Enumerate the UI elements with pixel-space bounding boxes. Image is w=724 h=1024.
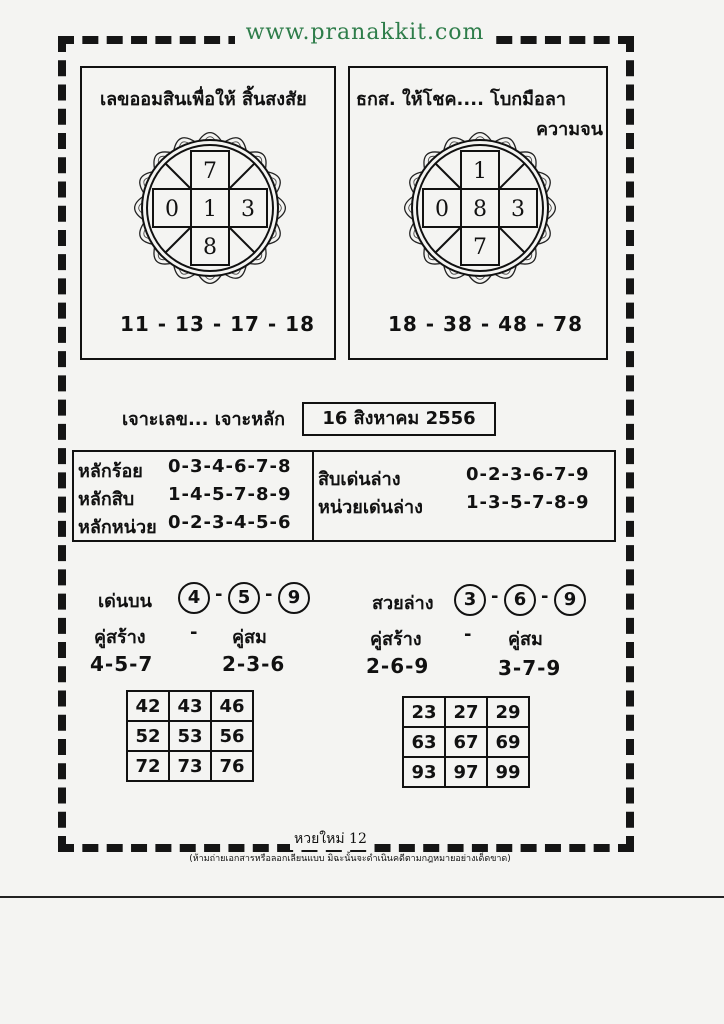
panel-left bbox=[80, 66, 336, 360]
grid-cell: 73 bbox=[169, 751, 211, 781]
pair-combine-label: คู่สม bbox=[508, 629, 543, 650]
grid-cell: 46 bbox=[211, 691, 253, 721]
lotus-wheel-left bbox=[120, 118, 300, 298]
panel-right-title-line1: ธกส. ให้โชค.... โบกมือลา bbox=[356, 89, 566, 110]
grid-cell: 27 bbox=[445, 697, 487, 727]
grid-cell: 52 bbox=[127, 721, 169, 751]
digit-row-value: 1-4-5-7-8-9 bbox=[168, 484, 292, 505]
digit-row-value: 1-3-5-7-8-9 bbox=[466, 492, 590, 513]
pair-create-label: คู่สร้าง bbox=[94, 627, 146, 648]
digit-row-label: หลักหน่วย bbox=[78, 517, 157, 538]
grid-cell: 99 bbox=[487, 757, 529, 787]
grid-cell: 43 bbox=[169, 691, 211, 721]
digit-row-label: หลักร้อย bbox=[78, 461, 143, 482]
section-heading: เจาะเลข... เจาะหลัก bbox=[122, 409, 286, 430]
panel-left-title: เลขออมสินเพื่อให้ สิ้นสงสัย bbox=[100, 89, 307, 110]
grid-row bbox=[403, 757, 529, 787]
pair-create-numbers: 2-6-9 bbox=[366, 654, 430, 678]
grid-cell: 93 bbox=[403, 757, 445, 787]
panel-left-numbers: 11 - 13 - 17 - 18 bbox=[120, 312, 316, 336]
grid-cell: 72 bbox=[127, 751, 169, 781]
page-footer-label: หวยใหม่ 12 bbox=[290, 828, 371, 850]
digit-row-label: หน่วยเด่นล่าง bbox=[318, 497, 423, 518]
grid-row bbox=[127, 751, 253, 781]
pair-create-label: คู่สร้าง bbox=[370, 629, 422, 650]
grid-row bbox=[403, 697, 529, 727]
wheel-digit-bottom: 8 bbox=[203, 235, 217, 260]
panel-right bbox=[348, 66, 608, 360]
digit-separator: - bbox=[491, 586, 499, 607]
page-bottom-edge bbox=[0, 896, 724, 898]
wheel-digit-left: 0 bbox=[165, 197, 179, 222]
site-url: www.pranakkit.com bbox=[235, 20, 495, 45]
wheel-digit-bottom: 7 bbox=[473, 235, 487, 260]
digit-row-value: 0-3-4-6-7-8 bbox=[168, 456, 292, 477]
digit-row-value: 0-2-3-6-7-9 bbox=[466, 464, 590, 485]
copyright-note: (ห้ามถ่ายเอกสารหรือลอกเลียนแบบ มิฉะนั้นจะดำเนินคดีตามกฎหมายอย่างเด็ดขาด) bbox=[189, 854, 511, 864]
digit-row-label: สิบเด่นล่าง bbox=[318, 469, 401, 490]
grid-cell: 23 bbox=[403, 697, 445, 727]
grid-cell: 69 bbox=[487, 727, 529, 757]
bottom-set-label: สวยล่าง bbox=[372, 593, 434, 614]
top-digit: 5 bbox=[228, 582, 260, 614]
top-number-grid bbox=[126, 690, 254, 782]
pair-combine-numbers: 3-7-9 bbox=[498, 656, 562, 680]
grid-row bbox=[403, 727, 529, 757]
grid-cell: 53 bbox=[169, 721, 211, 751]
panel-right-title-line2: ความจน bbox=[536, 119, 603, 140]
date-box: 16 สิงหาคม 2556 bbox=[302, 402, 496, 436]
grid-cell: 97 bbox=[445, 757, 487, 787]
grid-cell: 29 bbox=[487, 697, 529, 727]
grid-cell: 42 bbox=[127, 691, 169, 721]
grid-row bbox=[127, 721, 253, 751]
digit-separator: - bbox=[265, 584, 273, 605]
digits-box-left bbox=[72, 450, 316, 542]
wheel-digit-right: 3 bbox=[241, 197, 255, 222]
wheel-digit-center: 8 bbox=[473, 197, 487, 222]
grid-cell: 63 bbox=[403, 727, 445, 757]
grid-cell: 56 bbox=[211, 721, 253, 751]
pair-combine-numbers: 2-3-6 bbox=[222, 652, 286, 676]
bottom-digit: 9 bbox=[554, 584, 586, 616]
top-digit: 9 bbox=[278, 582, 310, 614]
pair-create-numbers: 4-5-7 bbox=[90, 652, 154, 676]
top-digit: 4 bbox=[178, 582, 210, 614]
bottom-digit: 3 bbox=[454, 584, 486, 616]
top-set-label: เด่นบน bbox=[98, 591, 152, 612]
pair-separator: - bbox=[190, 622, 198, 643]
digit-row-label: หลักสิบ bbox=[78, 489, 135, 510]
bottom-number-grid bbox=[402, 696, 530, 788]
wheel-digit-left: 0 bbox=[435, 197, 449, 222]
digit-separator: - bbox=[541, 586, 549, 607]
wheel-digit-center: 1 bbox=[203, 197, 217, 222]
grid-cell: 67 bbox=[445, 727, 487, 757]
digit-separator: - bbox=[215, 584, 223, 605]
lotus-wheel-right bbox=[390, 118, 570, 298]
pair-combine-label: คู่สม bbox=[232, 627, 267, 648]
wheel-digit-right: 3 bbox=[511, 197, 525, 222]
bottom-digit: 6 bbox=[504, 584, 536, 616]
grid-row bbox=[127, 691, 253, 721]
wheel-digit-top: 1 bbox=[473, 159, 487, 184]
wheel-digit-top: 7 bbox=[203, 159, 217, 184]
panel-right-numbers: 18 - 38 - 48 - 78 bbox=[388, 312, 584, 336]
digits-box-right bbox=[312, 450, 616, 542]
digit-row-value: 0-2-3-4-5-6 bbox=[168, 512, 292, 533]
pair-separator: - bbox=[464, 624, 472, 645]
grid-cell: 76 bbox=[211, 751, 253, 781]
